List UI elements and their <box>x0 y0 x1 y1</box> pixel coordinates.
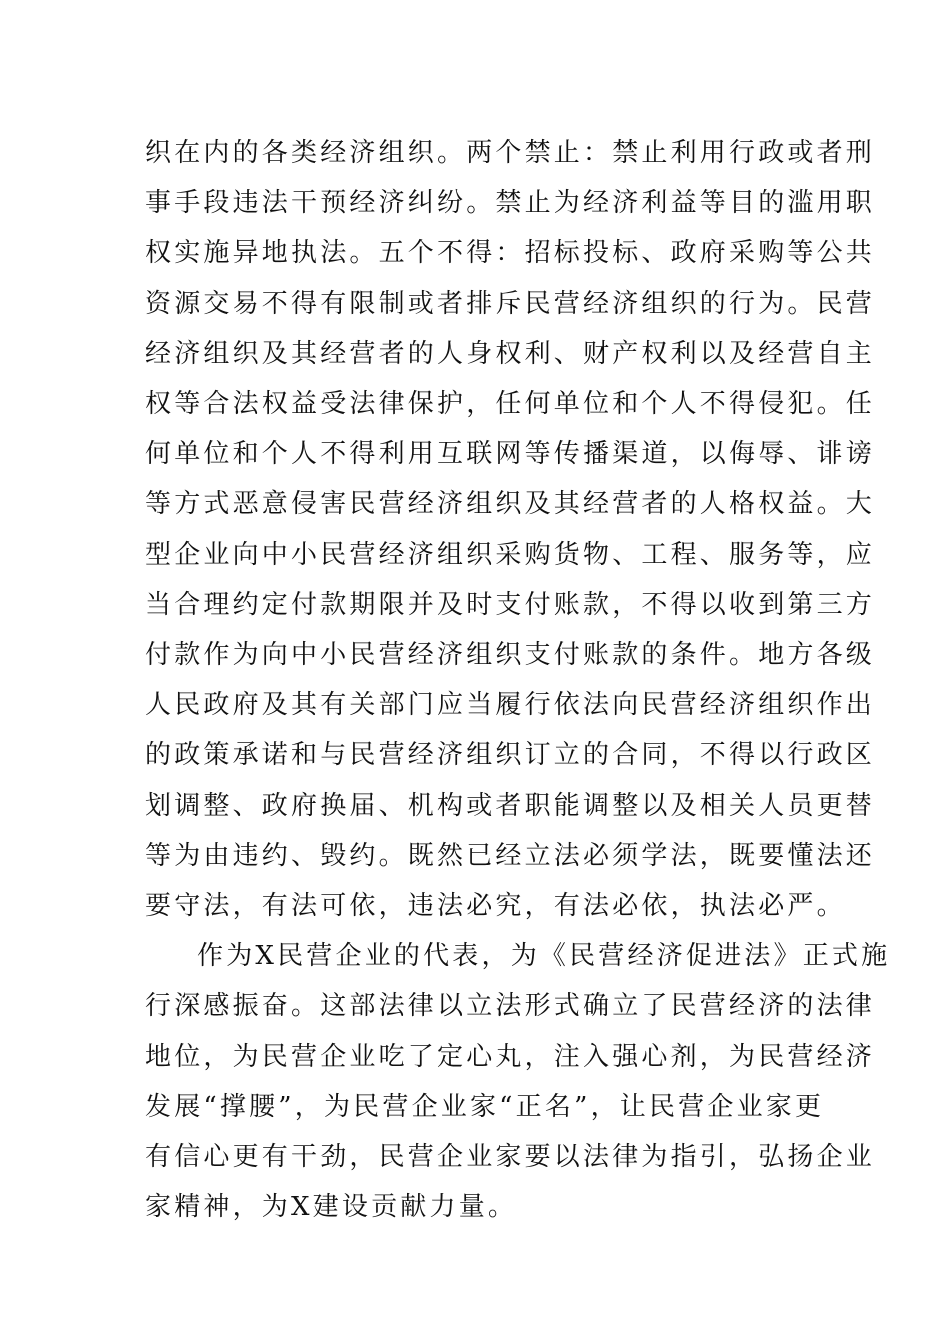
text-line: 地位，为民营企业吃了定心丸，注入强心剂，为民营经济 <box>145 1041 876 1072</box>
text-line: 型企业向中小民营经济组织采购货物、工程、服务等，应 <box>145 539 876 570</box>
paragraph-legal-provisions <box>145 128 876 931</box>
text-line: 要守法，有法可依，违法必究，有法必依，执法必严。 <box>145 891 846 922</box>
text-line: 的政策承诺和与民营经济组织订立的合同，不得以行政区 <box>145 740 876 771</box>
text-line: 等方式恶意侵害民营经济组织及其经营者的人格权益。大 <box>145 489 876 520</box>
text-line: 资源交易不得有限制或者排斥民营经济组织的行为。民营 <box>145 288 876 319</box>
text-line: 家精神，为X建设贡献力量。 <box>145 1192 518 1223</box>
paragraph-enterprise-statement <box>145 931 891 1232</box>
text-line: 付款作为向中小民营经济组织支付账款的条件。地方各级 <box>145 640 876 671</box>
text-line: 当合理约定付款期限并及时支付账款，不得以收到第三方 <box>145 589 876 620</box>
text-line: 有信心更有干劲，民营企业家要以法律为指引，弘扬企业 <box>145 1142 876 1173</box>
text-line: 织在内的各类经济组织。两个禁止：禁止利用行政或者刑 <box>145 138 876 168</box>
text-line: 等为由违约、毁约。既然已经立法必须学法，既要懂法还 <box>145 840 876 871</box>
text-line: 人民政府及其有关部门应当履行依法向民营经济组织作出 <box>145 690 876 721</box>
document-body <box>145 128 891 1232</box>
text-line: 行深感振奋。这部法律以立法形式确立了民营经济的法律 <box>145 991 876 1022</box>
text-line: 经济组织及其经营者的人身权利、财产权利以及经营自主 <box>145 338 876 369</box>
text-line: 划调整、政府换届、机构或者职能调整以及相关人员更替 <box>145 790 876 821</box>
text-line: 事手段违法干预经济纠纷。禁止为经济利益等目的滥用职 <box>145 188 876 219</box>
text-line: 权实施异地执法。五个不得：招标投标、政府采购等公共 <box>145 238 876 269</box>
text-line: 何单位和个人不得利用互联网等传播渠道，以侮辱、诽谤 <box>145 439 876 470</box>
text-line: 权等合法权益受法律保护，任何单位和个人不得侵犯。任 <box>145 389 876 420</box>
text-line: 发展“撑腰”，为民营企业家“正名”，让民营企业家更 <box>145 1091 825 1122</box>
text-line: 作为X民营企业的代表，为《民营经济促进法》正式施 <box>197 941 891 972</box>
